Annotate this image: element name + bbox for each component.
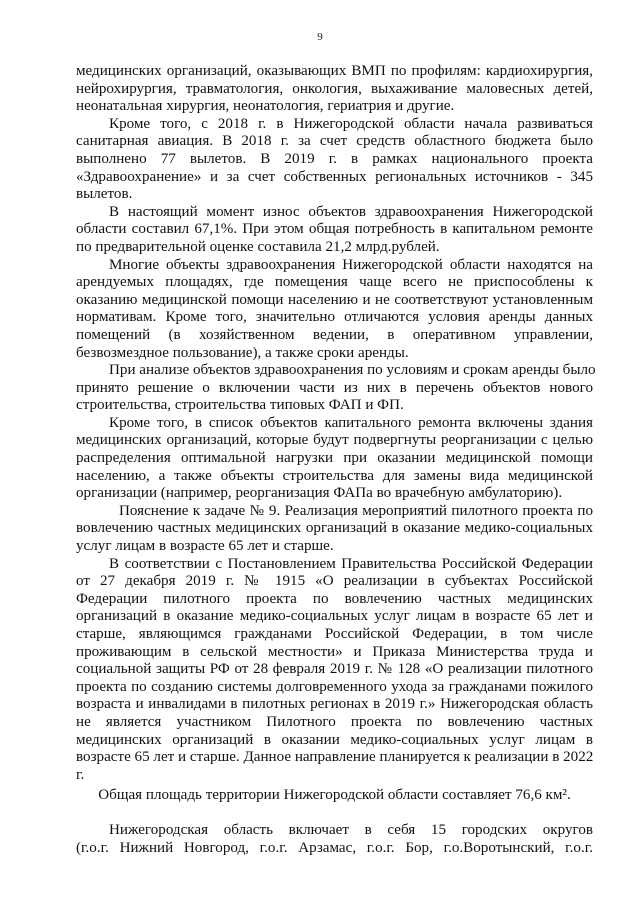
text-line: по предварительной оценке составила 21,2 млрд.рублей. (76, 238, 440, 255)
text-line: Нижегородская область включает в себя 15 городских округов (109, 821, 593, 838)
text-line: неонатальная хирургия, неонатология, гериатрия и другие. (76, 98, 455, 115)
text-line: (г.о.г. Нижний Новгород, г.о.г. Арзамас, г.о.г. Бор, г.о.Воротынский, г.о.г. (76, 839, 593, 856)
paragraph-wear-of-facilities (76, 204, 593, 257)
paragraph-vmp-profiles (76, 63, 593, 116)
paragraph-total-area (76, 787, 593, 805)
text-line: оказанию медицинской помощи населению и не соответствуют установленным (76, 291, 593, 308)
text-line: распределения оптимальной нагрузки при оказании медицинской помощи (76, 450, 593, 467)
text-line: услуг лицам в возрасте 65 лет и старше. (76, 538, 334, 555)
paragraph-task-9-note (76, 503, 593, 556)
text-line: организаций в оказание медико-социальных услуг лицам в возрасте 65 лет и (76, 608, 593, 625)
text-line: помещений (в хозяйственном ведении, в оперативном управлении, (76, 326, 593, 343)
text-line: выполнено 77 вылетов. В 2019 г. в рамках национального проекта (76, 150, 593, 167)
text-line: Кроме того, в список объектов капитального ремонта включены здания (109, 414, 593, 431)
text-line: возрасте 65 лет и старше. Данное направление планируется к реализации в 2022 (76, 749, 594, 766)
text-line: нейрохирургия, травматология, онкология, выхаживание маловесных детей, (76, 80, 593, 97)
paragraph-rent-analysis (76, 362, 596, 415)
text-line: безвозмездное пользование), а также сроки аренды. (76, 344, 409, 361)
document-body (76, 63, 596, 857)
text-line: организации (например, реорганизация ФАПа во врачебную амбулаторию). (76, 485, 563, 502)
text-line: вылетов. (76, 186, 133, 203)
text-line: строительства, строительства типовых ФАП и ФП. (76, 397, 404, 414)
text-line: Федерации пилотного проекта по вовлечению частных медицинских (76, 590, 593, 607)
text-line: не является участником Пилотного проекта по вовлечению частных (76, 713, 593, 730)
text-line: арендуемых площадях, где помещения чаще всего не приспособлены к (76, 274, 593, 291)
text-line: В соответствии с Постановлением Правительства Российской Федерации (109, 555, 593, 572)
paragraph-sanitary-aviation (76, 116, 593, 204)
text-line: Кроме того, с 2018 г. в Нижегородской области начала развиваться (109, 115, 593, 132)
text-line: проживающим в сельской местности» и Приказа Министерства труда и (76, 643, 593, 660)
text-line: При анализе объектов здравоохранения по условиям и срокам аренды было (109, 362, 596, 379)
paragraph-city-districts (76, 822, 593, 857)
text-line: Общая площадь территории Нижегородской области составляет 76,6 км². (98, 787, 571, 804)
text-line: населению, а также объекты строительства для замены вида медицинской (76, 467, 593, 484)
page-number: 9 (317, 31, 323, 43)
paragraph-gap (76, 805, 593, 822)
text-line: Многие объекты здравоохранения Нижегородской области находятся на (109, 256, 593, 273)
text-line: медицинских организаций, которые будут подвергнуты реорганизации с целью (76, 432, 593, 449)
paragraph-capital-repair (76, 415, 593, 503)
text-line: Пояснение к задаче № 9. Реализация мероприятий пилотного проекта по (119, 502, 593, 519)
text-line: В настоящий момент износ объектов здравоохранения Нижегородской (109, 203, 593, 220)
text-line: медицинских организаций, оказывающих ВМП по профилям: кардиохирургия, (76, 63, 593, 79)
text-line: нормативам. Кроме того, значительно отличаются условия аренды данных (76, 309, 593, 326)
text-line: санитарная авиация. В 2018 г. за счет средств областного бюджета было (76, 133, 593, 150)
text-line: принято решение о включении части из них в перечень объектов нового (76, 379, 593, 396)
paragraph-rented-premises (76, 257, 593, 363)
text-line: медицинских организаций в оказании медико-социальных услуг лицам в (76, 731, 593, 748)
text-line: вовлечению частных медицинских организаций в оказание медико-социальных (76, 520, 593, 537)
text-line: г. (76, 766, 85, 783)
text-line: социальной защиты РФ от 28 февраля 2019 г. № 128 «О реализации пилотного (76, 661, 593, 678)
text-line: от 27 декабря 2019 г. № 1915 «О реализации в субъектах Российской (76, 573, 593, 590)
text-line: области составил 67,1%. При этом общая потребность в капитальном ремонте (76, 221, 593, 238)
text-line: «Здравоохранение» и за счет собственных региональных источников - 345 (76, 168, 593, 185)
text-line: возраста и инвалидами в пилотных регионах в 2019 г.» Нижегородская область (76, 696, 593, 713)
text-line: старше, являющимся гражданами Российской Федерации, в том числе (76, 626, 593, 642)
text-line: проекта по созданию системы долговременного ухода за гражданами пожилого (76, 678, 593, 695)
paragraph-government-decree (76, 556, 593, 785)
